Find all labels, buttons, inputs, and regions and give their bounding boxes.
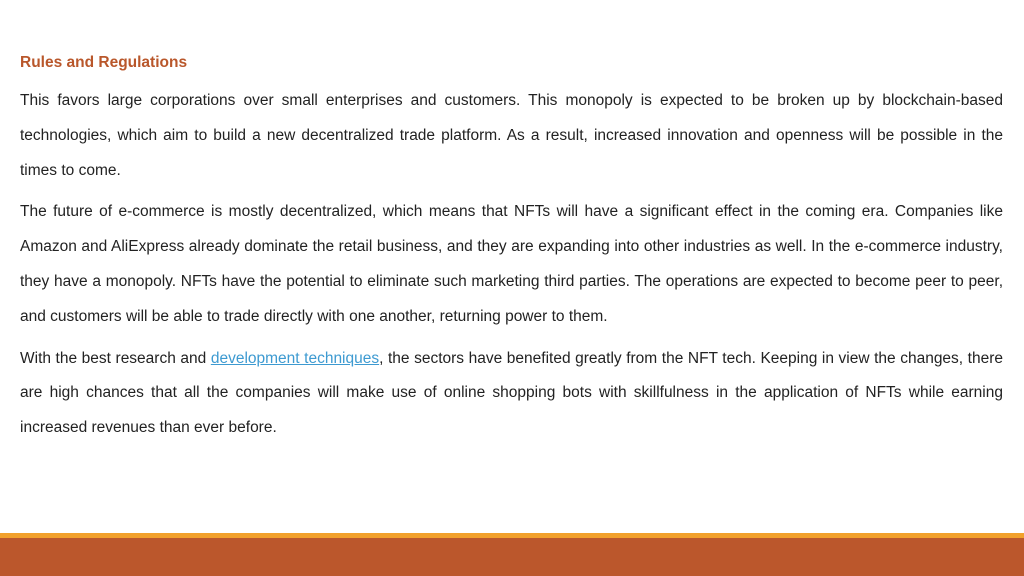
- slide-content: [20, 50, 1003, 453]
- paragraph-2: The future of e-commerce is mostly decentralized, which means that NFTs will have a significant effect in the coming era. Companies like Amazon and AliExpress already dominate the retail business, and they are expanding into other industries as well. In the e-commerce industry, they have a monopoly. NFTs have the potential to eliminate such marketing third parties. The operations are expected to become peer to peer, and customers will be able to trade directly with one another, returning power to them.: [20, 203, 1003, 325]
- paragraph-3: [20, 342, 1003, 446]
- section-heading: Rules and Regulations: [20, 54, 188, 71]
- paragraph-1: This favors large corporations over small enterprises and customers. This monopoly is expected to be broken up by blockchain-based technologies, which aim to build a new decentralized trade platform. As a result, increased innovation and openness will be possible in the times to come.: [20, 92, 1003, 179]
- paragraph-3-text-before: With the best research and: [20, 349, 211, 367]
- footer-bar: [0, 538, 1024, 576]
- paragraph-3-text-after: , the sectors have benefited greatly from the NFT tech. Keeping in view the changes, there are high chances that all the companies will make use of online shopping bots with skillfulness in the application of NFTs while earning increased revenues than ever before.: [20, 349, 1004, 437]
- development-techniques-link[interactable]: development techniques: [210, 349, 380, 367]
